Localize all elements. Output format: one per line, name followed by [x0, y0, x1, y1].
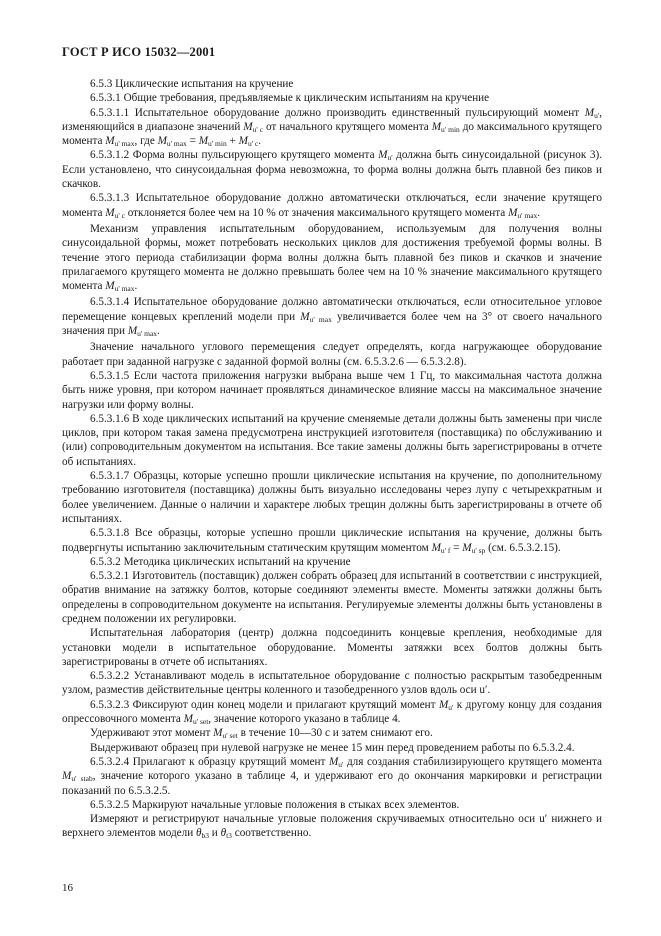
paragraph: 6.5.3.1.4 Испытательное оборудование должно автоматически отключаться, если относительное угловое перемещение концевых креплений модели при $M_{u' max}$ увеличивается более чем на 3° от своего начального значения при $M_{u' max}$.: [62, 296, 602, 339]
page-body: [62, 77, 602, 841]
page-number: 16: [62, 882, 73, 894]
paragraph: 6.5.3.1.3 Испытательное оборудование должно автоматически отключаться, если значение крутящего момента $M_{u' c}$ отклоняется более чем на 10 % от значения максимального крутящего момента $M_{u' max}$.: [62, 192, 602, 220]
page-header: ГОСТ Р ИСО 15032—2001: [62, 45, 216, 59]
paragraph: 6.5.3.1.7 Образцы, которые успешно прошли циклические испытания на кручение, по дополнительному требованию изготовителя (поставщика) должны быть визуально исследованы через лупу с четырехкратным и более увеличением. Данные о наличии и характере любых трещин должны быть зарегистрированы в отчете об испытаниях.: [62, 470, 602, 525]
paragraph: 6.5.3.2.1 Изготовитель (поставщик) должен собрать образец для испытаний в соответствии с инструкцией, обратив внимание на затяжку болтов, которые соединяют элементы вместе. Моменты затяжки должны быть определены в сопроводительном документе на испытания. Регулируемые элементы должны быть установлены в среднем положении их регулировки.: [62, 570, 602, 625]
paragraph: 6.5.3.1.8 Все образцы, которые успешно прошли циклические испытания на кручение, должны быть подвергнуты испытанию заключительным статическим крутящим моментом $M_{u' f} = M_{u' sp}$ (см. 6.5.3.2.15).: [62, 527, 602, 555]
paragraph: Измеряют и регистрируют начальные угловые положения скручиваемых относительно оси u′ нижнего и верхнего элементов модели $\theta_{b3}$ и $\theta_{t3}$ соответственно.: [62, 813, 602, 841]
paragraph: Испытательная лаборатория (центр) должна подсоединить концевые крепления, необходимые для установки модели в испытательное оборудование. Моменты затяжки всех болтов должны быть зарегистрированы в отчете об испытаниях.: [62, 627, 602, 668]
paragraph: 6.5.3.1.1 Испытательное оборудование должно производить единственный пульсирующий момент $M_{u'}$, изменяющийся в диапазоне значений $M_{u' c}$ от начального крутящего момента $M_{u' min}$ до максимального крутящего момента $M_{u' max}$, где $M_{u' max} = M_{u' min} + M_{u' c}$.: [62, 106, 603, 149]
subsection-heading: 6.5.3.2 Методика циклических испытаний на кручение: [90, 555, 351, 568]
paragraph: Механизм управления испытательным оборудованием, используемым для получения волны синусоидальной формы, может потребовать нескольких циклов для достижения требуемой формы волны. В течение этого периода стабилизации форма волны должна быть плавной без пиков и скачков и значение прилагаемого крутящего момента не должно превышать более чем на 10 % значение максимального крутящего момента $M_{u' max}$.: [62, 222, 602, 294]
paragraph: Удерживают этот момент $M_{u' set}$ в течение 10—30 с и затем снимают его.: [90, 727, 433, 741]
paragraph: 6.5.3.2.2 Устанавливают модель в испытательное оборудование с полностью раскрытым тазобедренным узлом, разместив действительные центры коленного и тазобедренного узлов вдоль оси u′.: [62, 670, 602, 697]
subsection-heading: 6.5.3.1 Общие требования, предъявляемые к циклическим испытаниям на кручение: [90, 92, 490, 105]
paragraph: 6.5.3.2.5 Маркируют начальные угловые положения в стыках всех элементов.: [90, 798, 460, 811]
section-heading: 6.5.3 Циклические испытания на кручение: [90, 78, 294, 90]
paragraph: 6.5.3.2.4 Прилагают к образцу крутящий момент $M_{u'}$ для создания стабилизирующего крутящего момента $M_{u' stab}$, значение которого указано в таблице 4, и удерживают его до окончания маркировки и регистрации показаний по 6.5.3.2.5.: [62, 755, 603, 797]
paragraph: Выдерживают образец при нулевой нагрузке не менее 15 мин перед проведением работы по 6.5.3.2.4.: [90, 741, 575, 754]
paragraph: Значение начального углового перемещения следует определять, когда нагружающее оборудование работает при заданной нагрузке с заданной формой волны (см. 6.5.3.2.6 — 6.5.3.2.8).: [62, 341, 602, 368]
paragraph: 6.5.3.1.5 Если частота приложения нагрузки выбрана выше чем 1 Гц, то максимальная частота должна быть ниже уровня, при котором начинает проявляться динамическое влияние массы на максимальное значение нагрузки или форму волны.: [62, 369, 602, 411]
paragraph: 6.5.3.1.6 В ходе циклических испытаний на кручение сменяемые детали должны быть заменены при числе циклов, при котором такая замена предусмотрена инструкцией изготовителя (поставщика) по обслуживанию и (или) сопроводительным документом на испытания. Все такие замены должны быть зарегистрированы в отчете об испытаниях.: [62, 412, 602, 468]
paragraph: 6.5.3.2.3 Фиксируют один конец модели и прилагают крутящий момент $M_{u'}$ к другому концу для создания опрессовочного момента $M_{u' set}$, значение которого указано в таблице 4.: [62, 698, 602, 727]
paragraph: 6.5.3.1.2 Форма волны пульсирующего крутящего момента $M_{u'}$ должна быть синусоидальной (рисунок 3). Если установлено, что синусоидальная форма невозможна, то форма волны должна быть плавной без пиков и скачков.: [62, 149, 602, 191]
